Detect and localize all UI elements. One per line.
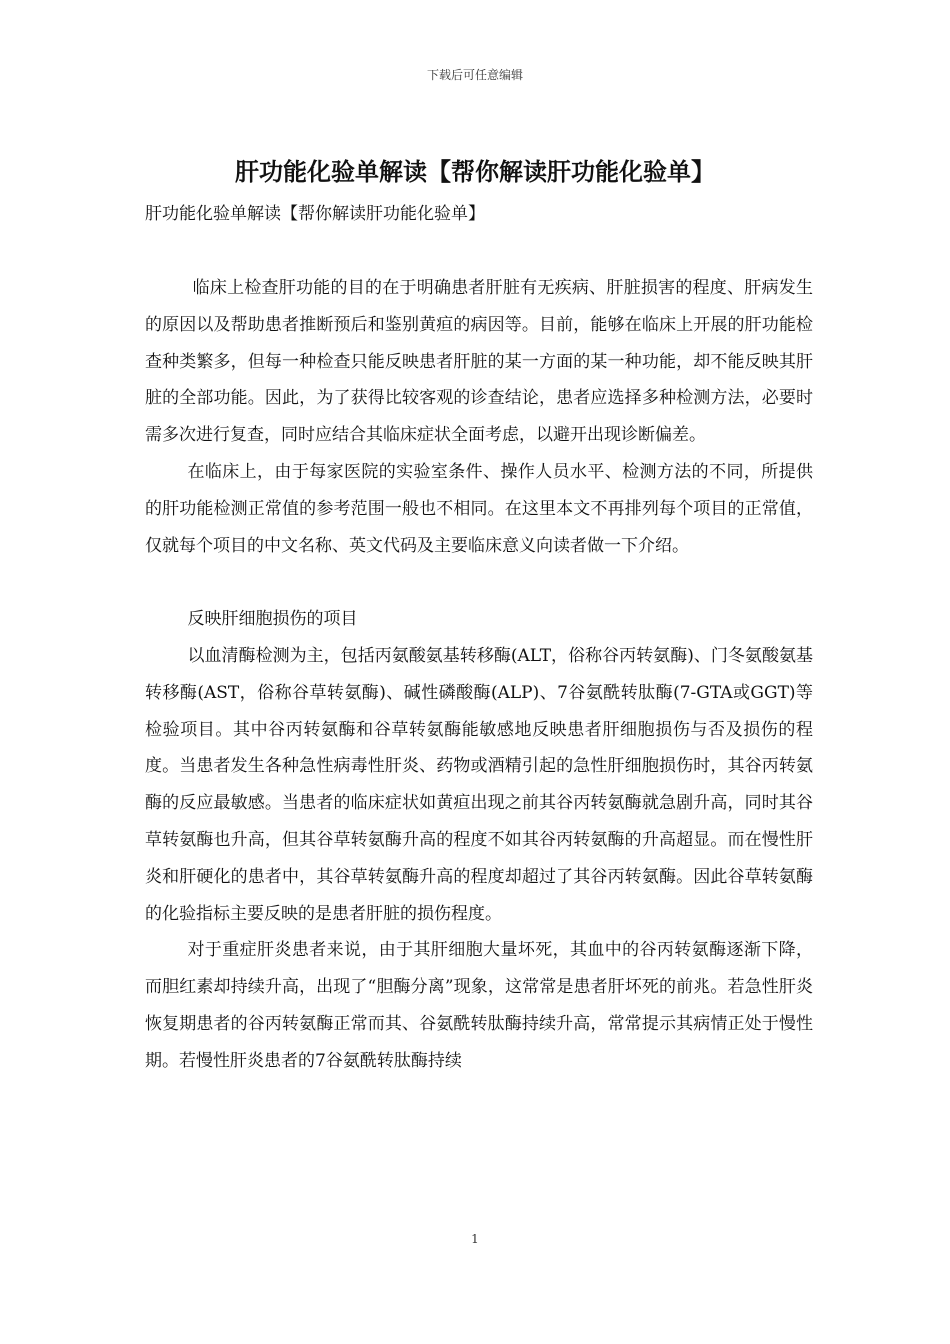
- blank-line: [145, 564, 813, 601]
- paragraph-severe-hepatitis: 对于重症肝炎患者来说，由于其肝细胞大量坏死，其血中的谷丙转氨酶逐渐下降，而胆红素却持续升高，出现了“胆酶分离”现象，这常常是患者肝坏死的前兆。若急性肝炎恢复期患者的谷丙转氨酶正常而其、谷氨酰转肽酶持续升高，常常提示其病情正处于慢性期。若慢性肝炎患者的7谷氨酰转肽酶持续: [145, 940, 813, 1071]
- paragraph-serum-enzymes: 以血清酶检测为主，包括丙氨酸氨基转移酶(ALT，俗称谷丙转氨酶)、门冬氨酸氨基转移酶(AST，俗称谷草转氨酶)、碱性磷酸酶(ALP)、7谷氨酰转肽酶(7-GTA或GGT)等检验项目。其中谷丙转氨酶和谷草转氨酶能敏感地反映患者肝细胞损伤与否及损伤的程度。当患者发生各种急性病毒性肝炎、药物或酒精引起的急性肝细胞损伤时，其谷丙转氨酶的反应最敏感。当患者的临床症状如黄疸出现之前其谷丙转氨酶就急剧升高，同时其谷草转氨酶也升高，但其谷草转氨酶升高的程度不如其谷丙转氨酶的升高超显。而在慢性肝炎和肝硬化的患者中，其谷草转氨酶升高的程度却超过了其谷丙转氨酶。因此谷草转氨酶的化验指标主要反映的是患者肝脏的损伤程度。: [145, 645, 813, 924]
- section-heading: 反映肝细胞损伤的项目: [187, 609, 358, 630]
- header-note: 下载后可任意编辑: [426, 68, 523, 82]
- page-number: 1: [471, 1232, 479, 1246]
- paragraph-reference-ranges: 在临床上，由于每家医院的实验室条件、操作人员水平、检测方法的不同，所提供的肝功能检测正常值的参考范围一般也不相同。在这里本文不再排列每个项目的正常值，仅就每个项目的中文名称、英文代码及主要临床意义向读者做一下介绍。: [145, 461, 813, 556]
- paragraph-intro: 临床上检查肝功能的目的在于明确患者肝脏有无疾病、肝脏损害的程度、肝病发生的原因以及帮助患者推断预后和鉴别黄疸的病因等。目前，能够在临床上开展的肝功能检查种类繁多，但每一种检查只能反映患者肝脏的某一方面的某一种功能，却不能反映其肝脏的全部功能。因此，为了获得比较客观的诊查结论，患者应选择多种检测方法，必要时需多次进行复查，同时应结合其临床症状全面考虑，以避开出现诊断偏差。: [145, 278, 813, 446]
- document-title: 肝功能化验单解读【帮你解读肝功能化验单】: [235, 157, 715, 186]
- document-body: [145, 270, 813, 1080]
- document-subtitle: 肝功能化验单解读【帮你解读肝功能化验单】: [145, 204, 485, 224]
